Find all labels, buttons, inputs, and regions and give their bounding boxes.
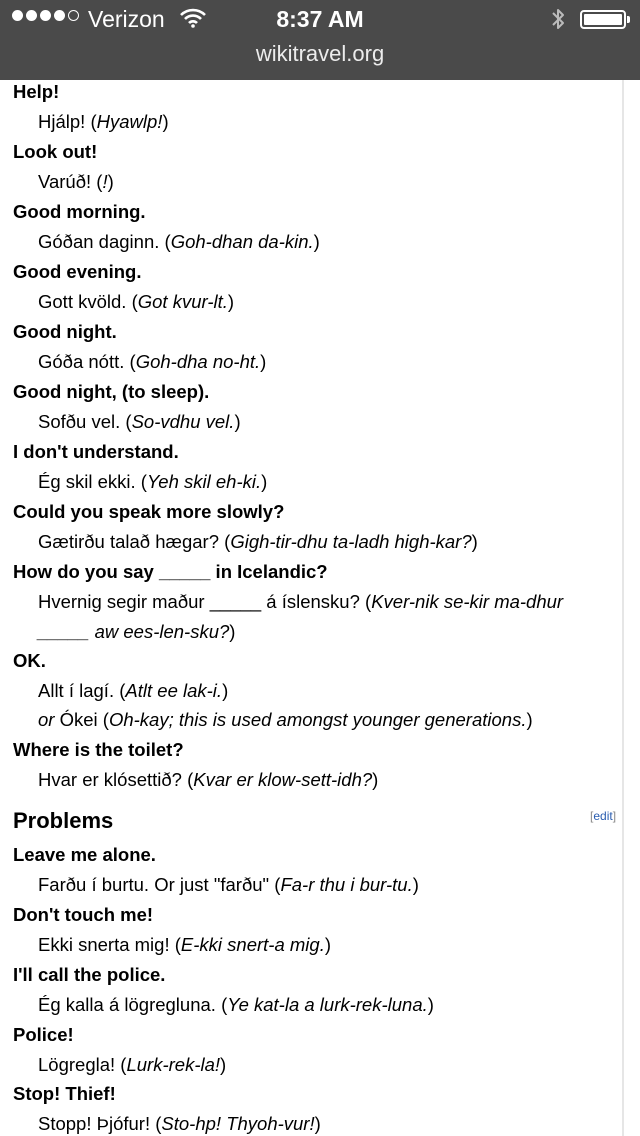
- battery-fill: [584, 14, 622, 25]
- phrase-english: Stop! Thief!: [13, 1083, 116, 1104]
- phrase-english: Good night, (to sleep).: [13, 381, 210, 402]
- phrase-english: Don't touch me!: [13, 904, 154, 925]
- phrase-translation: Hjálp! (Hyawlp!): [38, 111, 169, 132]
- phrase-translation: Hvernig segir maður _____ á íslensku? (Kver-nik se-kir ma-dhur: [38, 591, 564, 612]
- phrase-english: Good evening.: [13, 261, 142, 282]
- edit-section-link-wrapper: [edit]: [590, 809, 617, 823]
- phrase-translation: Gott kvöld. (Got kvur-lt.): [38, 291, 235, 312]
- phrase-english: Police!: [13, 1024, 74, 1045]
- clock: 8:37 AM: [276, 6, 364, 32]
- section-heading-problems: Problems: [13, 808, 114, 833]
- phrase-english: Could you speak more slowly?: [13, 501, 285, 522]
- phrase-translation: Gætirðu talað hægar? (Gigh-tir-dhu ta-ladh high-kar?): [38, 531, 478, 552]
- phrase-translation: Stopp! Þjófur! (Sto-hp! Thyoh-vur!): [38, 1113, 321, 1134]
- phrase-translation: Ég kalla á lögregluna. (Ye kat-la a lurk-rek-luna.): [38, 994, 434, 1015]
- phrase-translation: Góða nótt. (Goh-dha no-ht.): [38, 351, 267, 372]
- phrase-translation: Farðu í burtu. Or just "farðu" (Fa-r thu i bur-tu.): [38, 874, 419, 895]
- phrase-english: OK.: [13, 650, 46, 671]
- phrase-translation: Sofðu vel. (So-vdhu vel.): [38, 411, 241, 432]
- phrase-english: Where is the toilet?: [13, 739, 184, 760]
- phrase-english: Look out!: [13, 141, 98, 162]
- phrase-translation: Ekki snerta mig! (E-kki snert-a mig.): [38, 934, 332, 955]
- phrase-translation-alternative: or Ókei (Oh-kay; this is used amongst younger generations.): [38, 709, 533, 730]
- phrase-english: Good morning.: [13, 201, 146, 222]
- status-bar: [0, 0, 640, 80]
- phrase-translation: Ég skil ekki. (Yeh skil eh-ki.): [38, 471, 268, 492]
- phrase-translation: Lögregla! (Lurk-rek-la!): [38, 1054, 227, 1075]
- phrase-english: How do you say _____ in Icelandic?: [13, 561, 328, 582]
- phrase-english: Good night.: [13, 321, 117, 342]
- phrase-translation: Hvar er klósettið? (Kvar er klow-sett-idh?): [38, 769, 379, 790]
- phrase-translation: Góðan daginn. (Goh-dhan da-kin.): [38, 231, 320, 252]
- phrase-english: Help!: [13, 81, 60, 102]
- phrase-english: I don't understand.: [13, 441, 179, 462]
- edit-section-link[interactable]: edit: [593, 809, 613, 823]
- phrase-translation: Varúð! (!): [38, 171, 114, 192]
- bluetooth-icon: [550, 6, 566, 37]
- battery-icon: [580, 10, 626, 29]
- phrase-translation-continued: _____ aw ees-len-sku?): [38, 621, 236, 642]
- content-border: [622, 80, 624, 1136]
- phrase-translation: Allt í lagí. (Atlt ee lak-i.): [38, 680, 229, 701]
- phrase-english: I'll call the police.: [13, 964, 166, 985]
- article-content: [0, 80, 640, 1136]
- phrase-english: Leave me alone.: [13, 844, 156, 865]
- address-bar-url[interactable]: wikitravel.org: [255, 41, 385, 66]
- carrier-name: Verizon: [88, 6, 165, 32]
